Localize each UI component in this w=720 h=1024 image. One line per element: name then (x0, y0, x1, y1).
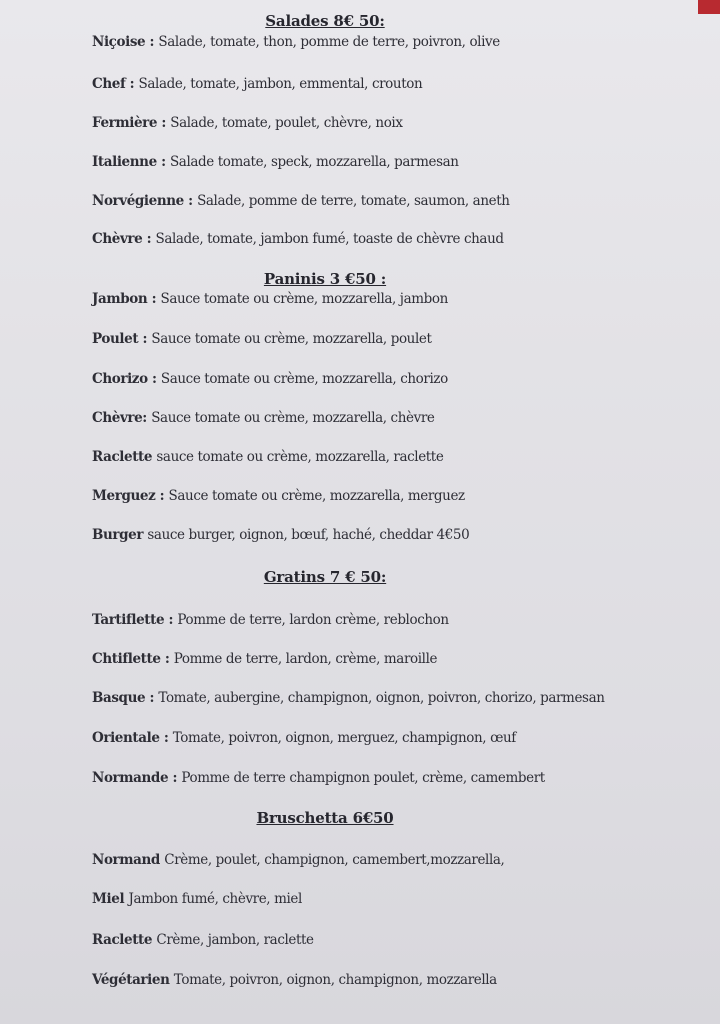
item-name: Chtiflette (92, 651, 161, 667)
item-description: Pomme de terre, lardon, crème, maroille (173, 651, 438, 667)
menu-item-basque: Basque : Tomate, aubergine, champignon, oignon, poivron, chorizo, parmesan (92, 690, 605, 706)
section-title-bruschetta: Bruschetta 6€50 (256, 809, 394, 827)
item-description: Sauce tomate ou crème, mozzarella, jambon (160, 291, 448, 307)
menu-item-poulet: Poulet : Sauce tomate ou crème, mozzarella, poulet (92, 331, 432, 347)
section-title-gratins: Gratins 7 € 50: (263, 568, 387, 586)
item-description: sauce tomate ou crème, mozzarella, raclette (156, 449, 444, 465)
item-name: Jambon (92, 291, 148, 307)
item-description: Sauce tomate ou crème, mozzarella, chèvre (151, 410, 435, 426)
item-description: Jambon fumé, chèvre, miel (128, 891, 302, 907)
item-name: Merguez (92, 488, 156, 504)
item-description: Pomme de terre champignon poulet, crème, camembert (181, 770, 545, 786)
item-description: Salade tomate, speck, mozzarella, parmesan (169, 154, 459, 170)
item-description: sauce burger, oignon, bœuf, haché, cheddar 4€50 (147, 527, 470, 543)
item-description: Salade, tomate, jambon fumé, toaste de chèvre chaud (155, 231, 504, 247)
item-name: Raclette (92, 449, 153, 465)
menu-item-normande: Normande : Pomme de terre champignon poulet, crème, camembert (92, 770, 545, 786)
menu-item-chorizo: Chorizo : Sauce tomate ou crème, mozzarella, chorizo (92, 371, 448, 387)
item-description: Pomme de terre, lardon crème, reblochon (177, 612, 449, 628)
item-description: Sauce tomate ou crème, mozzarella, merguez (168, 488, 465, 504)
menu-item-fermiere: Fermière : Salade, tomate, poulet, chèvre, noix (92, 115, 403, 131)
item-name: Végétarien (92, 972, 170, 988)
item-description: Salade, pomme de terre, tomate, saumon, aneth (197, 193, 510, 209)
item-description: Salade, tomate, jambon, emmental, crouton (138, 76, 423, 92)
menu-item-orientale: Orientale : Tomate, poivron, oignon, merguez, champignon, œuf (92, 730, 516, 746)
item-name: Miel (92, 891, 125, 907)
item-description: Tomate, aubergine, champignon, oignon, poivron, chorizo, parmesan (158, 690, 605, 706)
item-description: Tomate, poivron, oignon, champignon, mozzarella (173, 972, 497, 988)
item-name: Normande (92, 770, 169, 786)
menu-item-chtiflette: Chtiflette : Pomme de terre, lardon, crème, maroille (92, 651, 438, 667)
item-name: Fermière (92, 115, 158, 131)
menu-item-miel (92, 891, 302, 907)
item-name: Tartiflette (92, 612, 165, 628)
item-name: Norvégienne (92, 193, 184, 209)
item-name: Italienne (92, 154, 157, 170)
item-name: Basque (92, 690, 146, 706)
item-name: Niçoise (92, 34, 146, 50)
item-name: Burger (92, 527, 144, 543)
item-name: Poulet (92, 331, 139, 347)
item-name: Normand (92, 852, 160, 868)
item-description: Sauce tomate ou crème, mozzarella, poulet (151, 331, 432, 347)
menu-item-italienne: Italienne : Salade tomate, speck, mozzarella, parmesan (92, 154, 459, 170)
item-name: Chorizo (92, 371, 148, 387)
item-description: Salade, tomate, thon, pomme de terre, poivron, olive (158, 34, 500, 50)
section-title-salades: Salades 8€ 50: (265, 12, 385, 30)
item-description: Crème, jambon, raclette (156, 932, 314, 948)
menu-item-raclette-panini (92, 449, 443, 465)
menu-item-normand (92, 852, 504, 868)
item-name: Chèvre (92, 231, 143, 247)
item-name: Chef (92, 76, 126, 92)
item-description: Salade, tomate, poulet, chèvre, noix (170, 115, 403, 131)
menu-item-burger (92, 527, 469, 543)
menu-item-raclette-bruschetta (92, 932, 314, 948)
menu-item-norvegienne: Norvégienne : Salade, pomme de terre, tomate, saumon, aneth (92, 193, 510, 209)
item-description: Sauce tomate ou crème, mozzarella, chorizo (160, 371, 448, 387)
menu-item-chevre-panini (92, 410, 434, 426)
item-name: Orientale (92, 730, 160, 746)
menu-item-merguez: Merguez : Sauce tomate ou crème, mozzarella, merguez (92, 488, 465, 504)
item-description: Tomate, poivron, oignon, merguez, champignon, œuf (172, 730, 516, 746)
menu-item-chevre-salade: Chèvre : Salade, tomate, jambon fumé, toaste de chèvre chaud (92, 231, 504, 247)
red-corner-mark (698, 0, 720, 14)
item-name: Raclette (92, 932, 153, 948)
item-name: Chèvre: (92, 410, 147, 426)
section-title-paninis: Paninis 3 €50 : (263, 270, 387, 288)
menu-item-vegetarien (92, 972, 497, 988)
item-description: Crème, poulet, champignon, camembert,mozzarella, (164, 852, 505, 868)
menu-item-chef: Chef : Salade, tomate, jambon, emmental, crouton (92, 76, 423, 92)
menu-item-tartiflette: Tartiflette : Pomme de terre, lardon crème, reblochon (92, 612, 449, 628)
menu-item-nicoise: Niçoise : Salade, tomate, thon, pomme de terre, poivron, olive (92, 34, 500, 50)
menu-item-jambon: Jambon : Sauce tomate ou crème, mozzarella, jambon (92, 291, 448, 307)
